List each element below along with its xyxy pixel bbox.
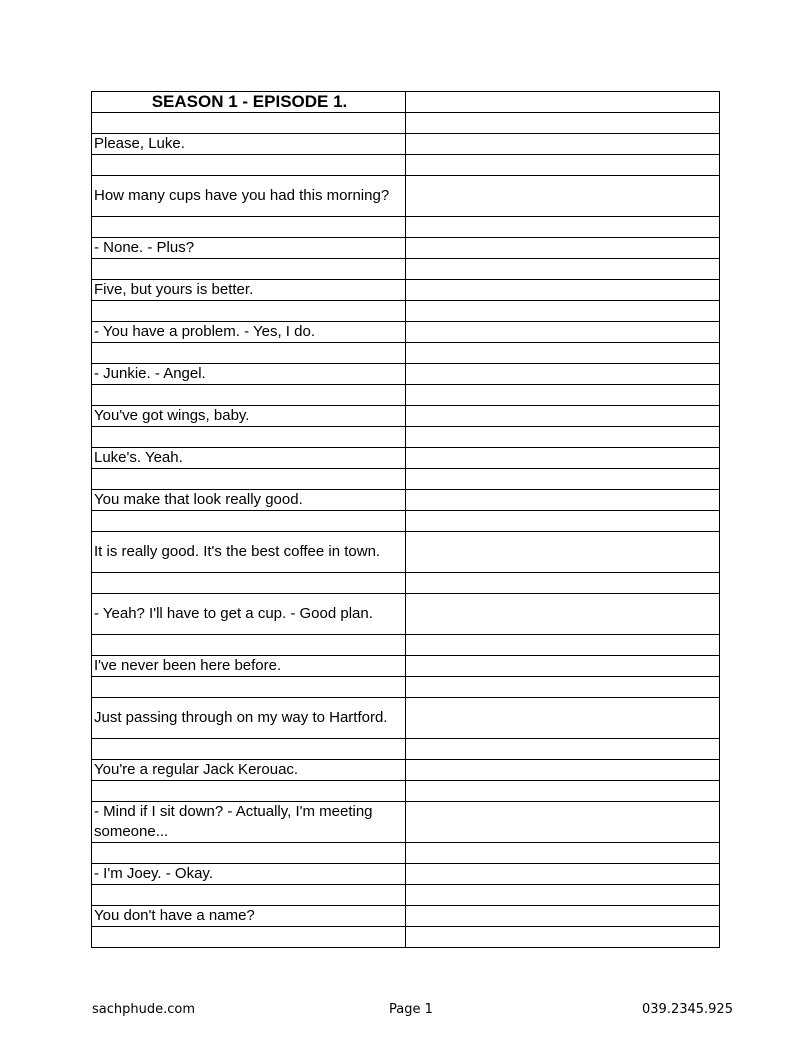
spacer-row <box>92 259 720 280</box>
dialogue-cell <box>92 677 406 698</box>
dialogue-cell: You've got wings, baby. <box>92 406 406 427</box>
dialogue-cell: You don't have a name? <box>92 906 406 927</box>
dialogue-cell: You're a regular Jack Kerouac. <box>92 760 406 781</box>
dialogue-cell: It is really good. It's the best coffee in town. <box>92 532 406 573</box>
translation-cell <box>406 594 720 635</box>
spacer-row <box>92 635 720 656</box>
dialogue-row <box>92 448 720 469</box>
translation-cell <box>406 134 720 155</box>
translation-cell <box>406 406 720 427</box>
dialogue-cell: - Junkie. - Angel. <box>92 364 406 385</box>
dialogue-cell <box>92 469 406 490</box>
translation-cell <box>406 427 720 448</box>
dialogue-row <box>92 802 720 843</box>
dialogue-cell <box>92 739 406 760</box>
spacer-row <box>92 781 720 802</box>
dialogue-cell <box>92 927 406 948</box>
dialogue-cell: Please, Luke. <box>92 134 406 155</box>
title-row <box>92 92 720 113</box>
spacer-row <box>92 343 720 364</box>
dialogue-row <box>92 594 720 635</box>
translation-cell <box>406 532 720 573</box>
dialogue-cell <box>92 259 406 280</box>
dialogue-cell <box>92 427 406 448</box>
dialogue-cell <box>92 635 406 656</box>
translation-cell <box>406 573 720 594</box>
dialogue-row <box>92 532 720 573</box>
translation-cell <box>406 511 720 532</box>
dialogue-row <box>92 760 720 781</box>
translation-cell <box>406 843 720 864</box>
episode-title: SEASON 1 - EPISODE 1. <box>92 92 406 113</box>
dialogue-row <box>92 238 720 259</box>
dialogue-row <box>92 322 720 343</box>
footer-page-number: Page 1 <box>389 1002 433 1017</box>
dialogue-row <box>92 406 720 427</box>
translation-cell <box>406 760 720 781</box>
translation-cell <box>406 864 720 885</box>
translation-cell <box>406 698 720 739</box>
dialogue-cell <box>92 511 406 532</box>
dialogue-cell <box>92 217 406 238</box>
translation-cell <box>406 469 720 490</box>
dialogue-cell <box>92 885 406 906</box>
translation-cell <box>406 635 720 656</box>
translation-cell <box>406 301 720 322</box>
spacer-row <box>92 155 720 176</box>
dialogue-row <box>92 490 720 511</box>
translation-cell <box>406 217 720 238</box>
dialogue-row <box>92 280 720 301</box>
dialogue-row <box>92 864 720 885</box>
translation-cell <box>406 906 720 927</box>
dialogue-cell: - Mind if I sit down? - Actually, I'm meeting someone... <box>92 802 406 843</box>
dialogue-cell <box>92 781 406 802</box>
translation-cell <box>406 739 720 760</box>
dialogue-cell: - None. - Plus? <box>92 238 406 259</box>
footer-website: sachphude.com <box>92 1002 196 1017</box>
spacer-row <box>92 301 720 322</box>
translation-cell <box>406 364 720 385</box>
spacer-row <box>92 739 720 760</box>
translation-cell <box>406 385 720 406</box>
spacer-row <box>92 885 720 906</box>
spacer-row <box>92 113 720 134</box>
dialogue-row <box>92 656 720 677</box>
dialogue-cell: - You have a problem. - Yes, I do. <box>92 322 406 343</box>
dialogue-row <box>92 364 720 385</box>
dialogue-cell: Luke's. Yeah. <box>92 448 406 469</box>
translation-cell <box>406 448 720 469</box>
translation-cell <box>406 176 720 217</box>
spacer-row <box>92 843 720 864</box>
spacer-row <box>92 677 720 698</box>
translation-cell <box>406 343 720 364</box>
translation-cell <box>406 92 720 113</box>
translation-cell <box>406 280 720 301</box>
dialogue-cell <box>92 343 406 364</box>
translation-cell <box>406 802 720 843</box>
translation-cell <box>406 781 720 802</box>
dialogue-cell: - I'm Joey. - Okay. <box>92 864 406 885</box>
translation-cell <box>406 113 720 134</box>
spacer-row <box>92 217 720 238</box>
dialogue-cell: I've never been here before. <box>92 656 406 677</box>
spacer-row <box>92 385 720 406</box>
translation-cell <box>406 927 720 948</box>
spacer-row <box>92 511 720 532</box>
dialogue-cell: Just passing through on my way to Hartford. <box>92 698 406 739</box>
dialogue-row <box>92 906 720 927</box>
dialogue-cell <box>92 301 406 322</box>
spacer-row <box>92 427 720 448</box>
dialogue-row <box>92 134 720 155</box>
translation-cell <box>406 656 720 677</box>
dialogue-cell: How many cups have you had this morning? <box>92 176 406 217</box>
translation-cell <box>406 322 720 343</box>
dialogue-cell: - Yeah? I'll have to get a cup. - Good plan. <box>92 594 406 635</box>
dialogue-cell <box>92 843 406 864</box>
dialogue-cell <box>92 385 406 406</box>
spacer-row <box>92 573 720 594</box>
translation-cell <box>406 259 720 280</box>
spacer-row <box>92 469 720 490</box>
translation-cell <box>406 238 720 259</box>
dialogue-cell <box>92 573 406 594</box>
dialogue-row <box>92 698 720 739</box>
footer-phone: 039.2345.925 <box>642 1002 733 1017</box>
dialogue-cell <box>92 155 406 176</box>
dialogue-cell: You make that look really good. <box>92 490 406 511</box>
translation-cell <box>406 885 720 906</box>
dialogue-cell: Five, but yours is better. <box>92 280 406 301</box>
translation-cell <box>406 155 720 176</box>
dialogue-row <box>92 176 720 217</box>
subtitle-table <box>91 91 720 948</box>
translation-cell <box>406 677 720 698</box>
translation-cell <box>406 490 720 511</box>
dialogue-cell <box>92 113 406 134</box>
spacer-row <box>92 927 720 948</box>
